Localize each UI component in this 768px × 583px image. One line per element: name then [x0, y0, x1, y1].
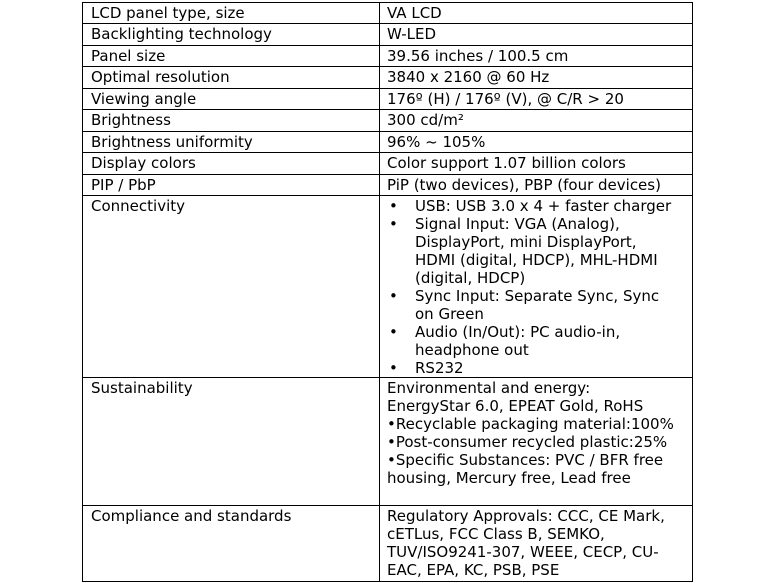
bullet-icon: • [389, 287, 398, 305]
spec-label: Optimal resolution [83, 67, 380, 89]
table-row [83, 3, 693, 24]
spec-value: W-LED [380, 24, 693, 46]
list-item-line: DisplayPort, mini DisplayPort, [415, 233, 637, 251]
table-row [83, 24, 693, 46]
table-row [83, 110, 693, 132]
spec-label: PIP / PbP [83, 175, 380, 196]
list-item-line: HDMI (digital, HDCP), MHL-HDMI [415, 251, 658, 269]
table-row [83, 175, 693, 196]
compliance-line: cETLus, FCC Class B, SEMKO, [387, 525, 605, 543]
list-item-line: (digital, HDCP) [415, 269, 526, 287]
table-row [83, 67, 693, 89]
list-item [387, 359, 686, 377]
spec-value: Color support 1.07 billion colors [380, 153, 693, 175]
list-item-line: USB: USB 3.0 x 4 + faster charger [415, 197, 672, 215]
sustainability-line: housing, Mercury free, Lead free [387, 469, 631, 487]
spec-label: Brightness [83, 110, 380, 132]
spec-value: 96% ~ 105% [380, 132, 693, 153]
list-item [387, 215, 686, 287]
spec-label: Backlighting technology [83, 24, 380, 46]
spec-label: Brightness uniformity [83, 132, 380, 153]
table-row [83, 89, 693, 110]
spec-table [82, 2, 693, 582]
sustainability-line: •Recyclable packaging material:100% [387, 415, 674, 433]
connectivity-value [380, 196, 693, 378]
list-item [387, 323, 686, 359]
table-row-compliance [83, 506, 693, 582]
sustainability-line: •Specific Substances: PVC / BFR free [387, 451, 664, 469]
sustainability-line: Environmental and energy: [387, 379, 591, 397]
spec-label: Compliance and standards [83, 506, 380, 582]
spec-label: LCD panel type, size [83, 3, 380, 24]
compliance-line: EAC, EPA, KC, PSB, PSE [387, 561, 560, 579]
list-item-line: Audio (In/Out): PC audio-in, [415, 323, 621, 341]
spec-value: 176º (H) / 176º (V), @ C/R > 20 [380, 89, 693, 110]
spec-table-body [83, 3, 693, 582]
table-row [83, 153, 693, 175]
list-item [387, 287, 686, 323]
spec-value: 300 cd/m² [380, 110, 693, 132]
table-row [83, 46, 693, 67]
table-row-sustainability [83, 378, 693, 506]
list-item-line: RS232 [415, 359, 464, 377]
spec-label: Viewing angle [83, 89, 380, 110]
bullet-icon: • [389, 215, 398, 233]
spec-value: PiP (two devices), PBP (four devices) [380, 175, 693, 196]
bullet-icon: • [389, 359, 398, 377]
list-item-line: headphone out [415, 341, 529, 359]
sustainability-value [380, 378, 693, 506]
compliance-line: TUV/ISO9241-307, WEEE, CECP, CU- [387, 543, 659, 561]
sustainability-line: EnergyStar 6.0, EPEAT Gold, RoHS [387, 397, 644, 415]
spec-value: 39.56 inches / 100.5 cm [380, 46, 693, 67]
connectivity-list [387, 197, 686, 377]
list-item [387, 197, 686, 215]
sustainability-line: •Post-consumer recycled plastic:25% [387, 433, 668, 451]
bullet-icon: • [389, 197, 398, 215]
list-item-line: on Green [415, 305, 484, 323]
table-row [83, 132, 693, 153]
spec-label: Panel size [83, 46, 380, 67]
spec-label: Connectivity [83, 196, 380, 378]
table-row-connectivity [83, 196, 693, 378]
compliance-line: Regulatory Approvals: CCC, CE Mark, [387, 507, 665, 525]
spec-label: Display colors [83, 153, 380, 175]
list-item-line: Signal Input: VGA (Analog), [415, 215, 620, 233]
bullet-icon: • [389, 323, 398, 341]
spec-value: VA LCD [380, 3, 693, 24]
compliance-value [380, 506, 693, 582]
list-item-line: Sync Input: Separate Sync, Sync [415, 287, 660, 305]
spec-label: Sustainability [83, 378, 380, 506]
spec-value: 3840 x 2160 @ 60 Hz [380, 67, 693, 89]
